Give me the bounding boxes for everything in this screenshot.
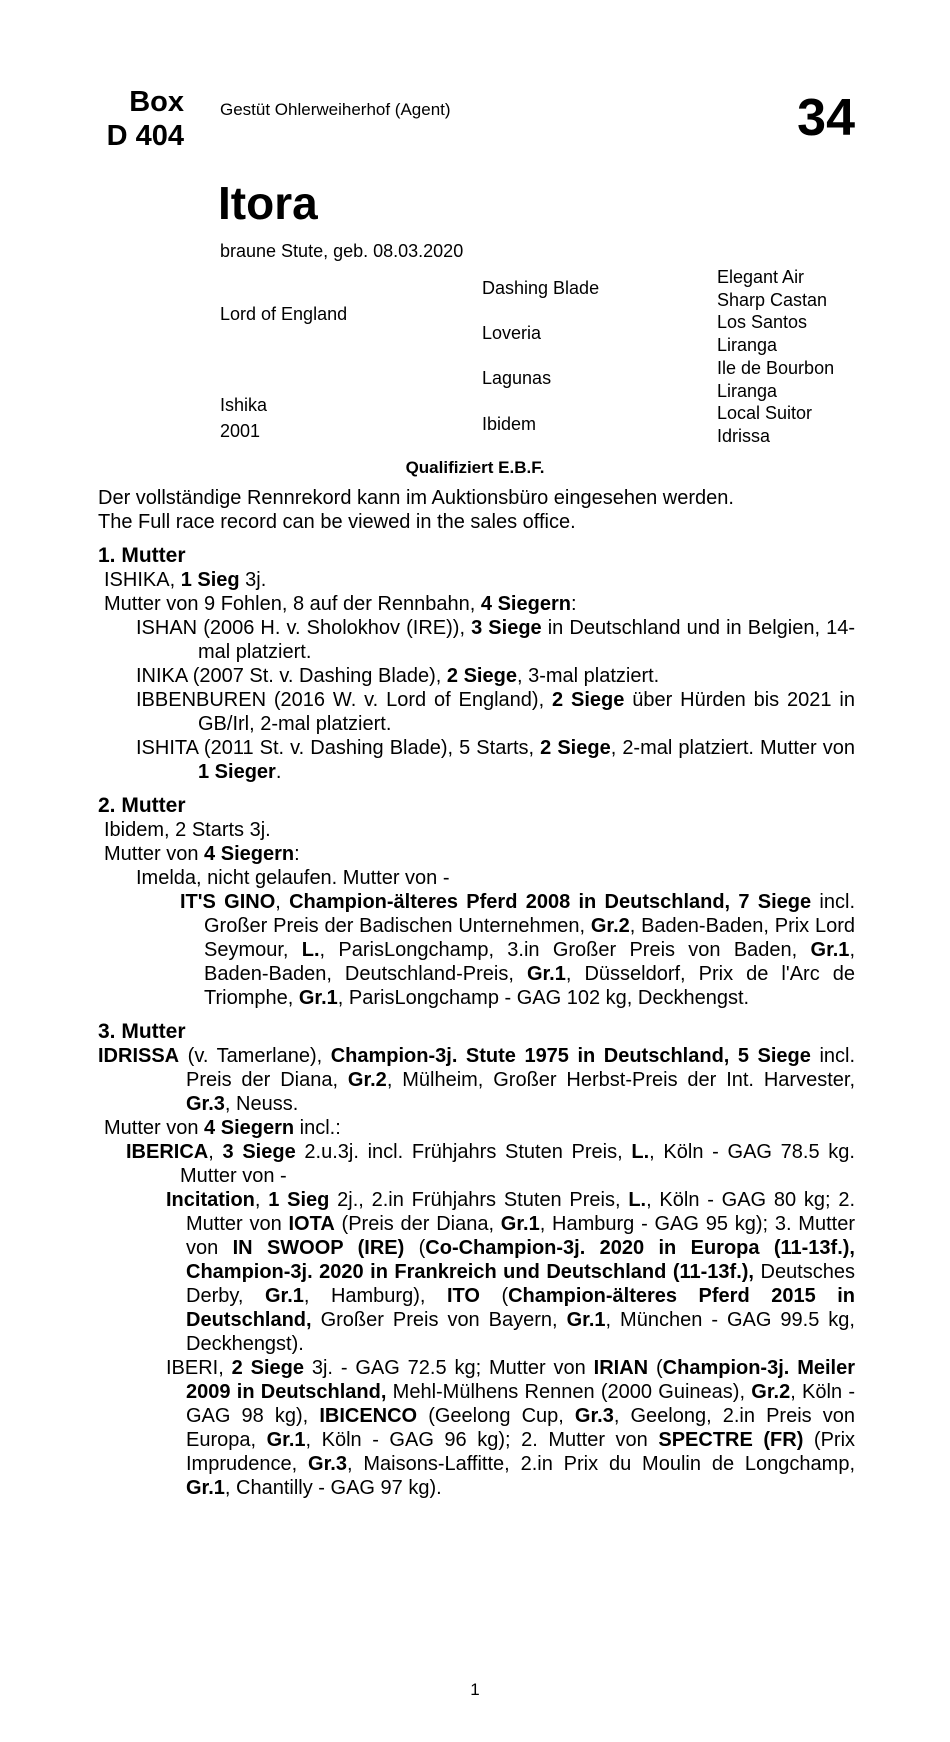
intro-de: Der vollständige Rennrekord kann im Auktionsbüro eingesehen werden.	[98, 487, 734, 509]
page-number: 1	[470, 1680, 480, 1699]
lot-number: 34	[797, 89, 855, 147]
pedigree-gen3-2: Sharp Castan	[717, 290, 828, 310]
pedigree-gen3-6: Liranga	[717, 381, 778, 401]
produce-incitation: Incitation, 1 Sieg 2j., 2.in Frühjahrs Stuten Preis, L., Köln - GAG 80 kg; 2. Mutter von IOTA (Preis der Diana, Gr.1, Hamburg - GAG 95 kg); 3. Mutter von IN SWOOP (IRE) (Co-Champion-3j. 2020 in Europa (11-13f.), Champion-3j. 2020 in Frankreich und Deutschland (11-13f.), Deutsches Derby, Gr.1, Hamburg), ITO (Champion-älteres Pferd 2015 in Deutschland, Großer Preis von Bayern, Gr.1, München - GAG 99.5 kg, Deckhengst).	[166, 1189, 855, 1355]
dam3-idrissa: IDRISSA (v. Tamerlane), Champion-3j. Stute 1975 in Deutschland, 5 Siege incl. Preis der Diana, Gr.2, Mülheim, Großer Herbst-Preis der Int. Harvester, Gr.3, Neuss.	[98, 1045, 856, 1115]
pedigree-sire: Lord of England	[220, 304, 348, 324]
dam1-line: ISHIKA, 1 Sieg 3j.	[104, 569, 267, 591]
dam1-heading: 1. Mutter	[98, 544, 186, 567]
box-number: D 404	[106, 120, 184, 152]
dam3-heading: 3. Mutter	[98, 1020, 186, 1043]
produce-inika: INIKA (2007 St. v. Dashing Blade), 2 Siege, 3-mal platziert.	[136, 665, 660, 687]
catalogue-text	[98, 486, 855, 1500]
produce-iberica: IBERICA, 3 Siege 2.u.3j. incl. Frühjahrs Stuten Preis, L., Köln - GAG 78.5 kg. Mutter von -	[126, 1141, 855, 1187]
qualification: Qualifiziert E.B.F.	[405, 458, 545, 477]
pedigree-dam: Ishika	[220, 395, 268, 415]
produce-its-gino: IT'S GINO, Champion-älteres Pferd 2008 in Deutschland, 7 Siege incl. Großer Preis der Badischen Unternehmen, Gr.2, Baden-Baden, Prix Lord Seymour, L., ParisLongchamp, 3.in Großer Preis von Baden, Gr.1, Baden-Baden, Deutschland-Preis, Gr.1, Düsseldorf, Prix de l'Arc de Triomphe, Gr.1, ParisLongchamp - GAG 102 kg, Deckhengst.	[180, 891, 855, 1009]
pedigree-dam-dam: Ibidem	[482, 414, 537, 434]
pedigree-sire-dam: Loveria	[482, 323, 542, 343]
horse-description: braune Stute, geb. 08.03.2020	[220, 241, 464, 261]
pedigree-dam-year: 2001	[220, 421, 261, 441]
dam1-produce-summary: Mutter von 9 Fohlen, 8 auf der Rennbahn, 4 Siegern:	[104, 593, 577, 615]
pedigree-gen3-3: Los Santos	[717, 312, 808, 332]
produce-imelda: Imelda, nicht gelaufen. Mutter von -	[136, 867, 450, 889]
dam2-heading: 2. Mutter	[98, 794, 186, 817]
produce-ishita: ISHITA (2011 St. v. Dashing Blade), 5 Starts, 2 Siege, 2-mal platziert. Mutter von 1 Sieger.	[136, 737, 855, 783]
intro-en: The Full race record can be viewed in the sales office.	[98, 511, 576, 533]
pedigree-gen3-7: Local Suitor	[717, 403, 813, 423]
box-label: Box	[129, 86, 184, 118]
pedigree-gen3-4: Liranga	[717, 335, 778, 355]
pedigree-sire-sire: Dashing Blade	[482, 278, 600, 298]
pedigree-gen3-1: Elegant Air	[717, 267, 805, 287]
horse-name: Itora	[218, 177, 318, 229]
produce-iberi: IBERI, 2 Siege 3j. - GAG 72.5 kg; Mutter von IRIAN (Champion-3j. Meiler 2009 in Deutschland, Mehl-Mülhens Rennen (2000 Guineas), Gr.2, Köln - GAG 98 kg), IBICENCO (Geelong Cup, Gr.3, Geelong, 2.in Preis von Europa, Gr.1, Köln - GAG 96 kg); 2. Mutter von SPECTRE (FR) (Prix Imprudence, Gr.3, Maisons-Laffitte, 2.in Prix du Moulin de Longchamp, Gr.1, Chantilly - GAG 97 kg).	[166, 1357, 856, 1499]
produce-ishan: ISHAN (2006 H. v. Sholokhov (IRE)), 3 Siege in Deutschland und in Belgien, 14-mal platziert.	[136, 617, 855, 663]
pedigree-gen3-5: Ile de Bourbon	[717, 358, 835, 378]
pedigree-gen3-8: Idrissa	[717, 426, 771, 446]
consignor: Gestüt Ohlerweiherhof (Agent)	[220, 100, 451, 119]
produce-ibbenburen: IBBENBUREN (2016 W. v. Lord of England), 2 Siege über Hürden bis 2021 in GB/Irl, 2-mal platziert.	[136, 689, 855, 735]
dam2-produce-summary: Mutter von 4 Siegern:	[104, 843, 300, 865]
dam3-produce-summary: Mutter von 4 Siegern incl.:	[104, 1117, 341, 1139]
pedigree-dam-sire: Lagunas	[482, 368, 552, 388]
dam2-line: Ibidem, 2 Starts 3j.	[104, 819, 271, 841]
